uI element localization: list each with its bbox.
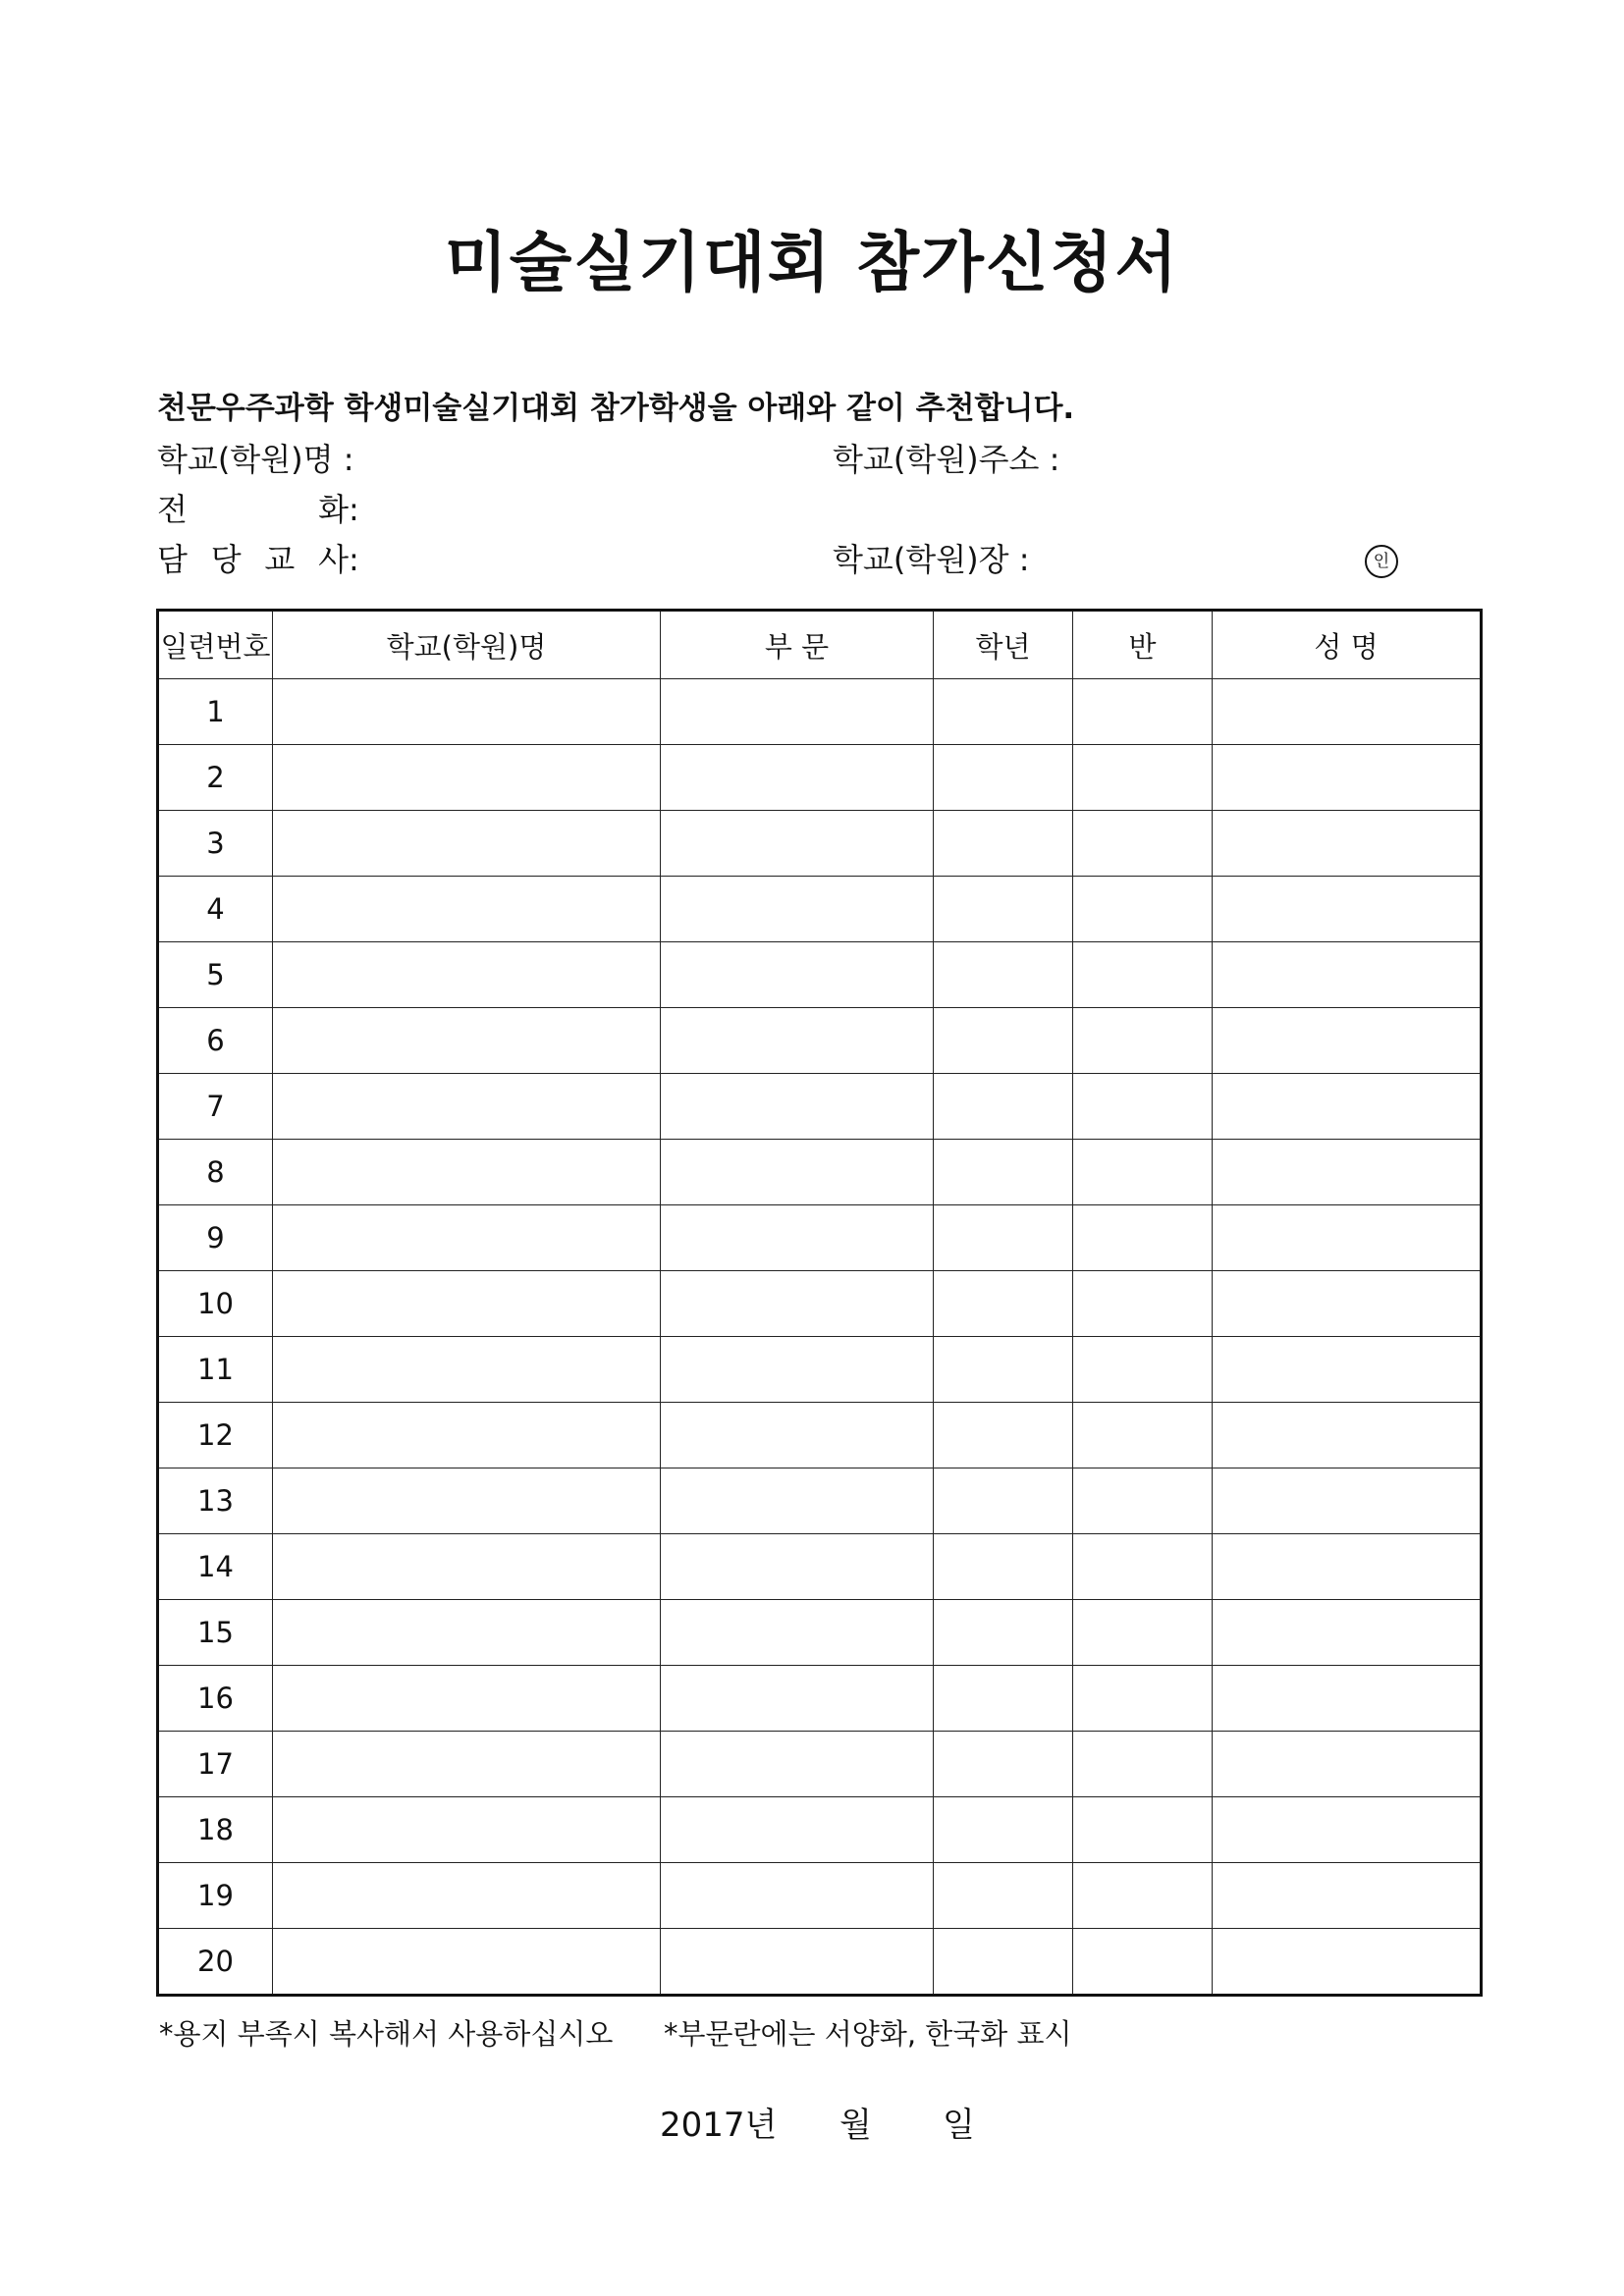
school-cell[interactable] (273, 811, 661, 877)
category-cell[interactable] (661, 679, 934, 745)
school-cell[interactable] (273, 1534, 661, 1600)
serial-cell: 4 (158, 877, 273, 942)
table-row (158, 877, 1482, 942)
category-cell[interactable] (661, 1337, 934, 1403)
school-cell[interactable] (273, 1337, 661, 1403)
school-cell[interactable] (273, 1468, 661, 1534)
category-cell[interactable] (661, 1140, 934, 1205)
school-cell[interactable] (273, 877, 661, 942)
serial-cell: 5 (158, 942, 273, 1008)
category-cell[interactable] (661, 1008, 934, 1074)
name-cell[interactable] (1213, 1534, 1482, 1600)
school-cell[interactable] (273, 1732, 661, 1797)
table-row (158, 1929, 1482, 1996)
school-cell[interactable] (273, 1797, 661, 1863)
table-row (158, 1337, 1482, 1403)
grade-cell[interactable] (934, 1271, 1073, 1337)
class-cell[interactable] (1073, 1008, 1213, 1074)
phone-colon: : (349, 491, 359, 528)
seal-mark: 인 (1365, 545, 1398, 578)
class-cell[interactable] (1073, 1271, 1213, 1337)
date-year: 2017년 (660, 2106, 778, 2145)
serial-cell: 3 (158, 811, 273, 877)
date-day: 일 (943, 2106, 975, 2145)
teacher-row (157, 538, 359, 581)
category-cell[interactable] (661, 1600, 934, 1666)
class-cell[interactable] (1073, 1337, 1213, 1403)
grade-cell[interactable] (934, 1205, 1073, 1271)
category-cell[interactable] (661, 1468, 934, 1534)
grade-cell[interactable] (934, 877, 1073, 942)
category-cell[interactable] (661, 1797, 934, 1863)
school-cell[interactable] (273, 1140, 661, 1205)
category-cell[interactable] (661, 1403, 934, 1468)
serial-cell: 1 (158, 679, 273, 745)
grade-cell[interactable] (934, 1337, 1073, 1403)
table-row (158, 1863, 1482, 1929)
name-cell[interactable] (1213, 1732, 1482, 1797)
category-cell[interactable] (661, 1732, 934, 1797)
grade-cell[interactable] (934, 1534, 1073, 1600)
class-cell[interactable] (1073, 679, 1213, 745)
header-category: 부 문 (661, 611, 934, 679)
name-cell[interactable] (1213, 1929, 1482, 1996)
name-cell[interactable] (1213, 942, 1482, 1008)
category-cell[interactable] (661, 942, 934, 1008)
name-cell[interactable] (1213, 1074, 1482, 1140)
school-cell[interactable] (273, 1205, 661, 1271)
footnote-category: *부문란에는 서양화, 한국화 표시 (664, 2017, 1072, 2051)
school-name-label: 학교(학원)명 : (157, 441, 354, 478)
table-row (158, 1403, 1482, 1468)
serial-cell: 13 (158, 1468, 273, 1534)
name-cell[interactable] (1213, 745, 1482, 811)
table-row (158, 1468, 1482, 1534)
name-cell[interactable] (1213, 1205, 1482, 1271)
table-row (158, 811, 1482, 877)
category-cell[interactable] (661, 1534, 934, 1600)
table-row (158, 1732, 1482, 1797)
grade-cell[interactable] (934, 1008, 1073, 1074)
teacher-colon: : (349, 541, 359, 578)
name-cell[interactable] (1213, 1271, 1482, 1337)
table-row (158, 1140, 1482, 1205)
grade-cell[interactable] (934, 1929, 1073, 1996)
school-address-label: 학교(학원)주소 : (833, 441, 1060, 478)
date-month: 월 (839, 2106, 872, 2145)
name-cell[interactable] (1213, 1008, 1482, 1074)
grade-cell[interactable] (934, 811, 1073, 877)
class-cell[interactable] (1073, 1666, 1213, 1732)
category-cell[interactable] (661, 1271, 934, 1337)
class-cell[interactable] (1073, 1797, 1213, 1863)
header-class: 반 (1073, 611, 1213, 679)
table-row (158, 745, 1482, 811)
table-body (158, 679, 1482, 1996)
class-cell[interactable] (1073, 942, 1213, 1008)
class-cell[interactable] (1073, 877, 1213, 942)
category-cell[interactable] (661, 1666, 934, 1732)
table-row (158, 679, 1482, 745)
grade-cell[interactable] (934, 1074, 1073, 1140)
class-cell[interactable] (1073, 1600, 1213, 1666)
table-header-row (158, 611, 1482, 679)
school-cell[interactable] (273, 1600, 661, 1666)
category-cell[interactable] (661, 877, 934, 942)
participant-table (156, 609, 1483, 1997)
phone-label: 전 화 (157, 491, 349, 528)
name-cell[interactable] (1213, 1666, 1482, 1732)
grade-cell[interactable] (934, 745, 1073, 811)
school-cell[interactable] (273, 679, 661, 745)
serial-cell: 10 (158, 1271, 273, 1337)
serial-cell: 6 (158, 1008, 273, 1074)
page-title: 미술실기대회 참가신청서 (444, 225, 1180, 300)
table-row (158, 1534, 1482, 1600)
class-cell[interactable] (1073, 1403, 1213, 1468)
name-cell[interactable] (1213, 679, 1482, 745)
serial-cell: 17 (158, 1732, 273, 1797)
category-cell[interactable] (661, 1929, 934, 1996)
name-cell[interactable] (1213, 1403, 1482, 1468)
name-cell[interactable] (1213, 1797, 1482, 1863)
grade-cell[interactable] (934, 942, 1073, 1008)
school-cell[interactable] (273, 1074, 661, 1140)
grade-cell[interactable] (934, 1797, 1073, 1863)
serial-cell: 12 (158, 1403, 273, 1468)
principal-label: 학교(학원)장 : (833, 541, 1030, 578)
school-cell[interactable] (273, 1008, 661, 1074)
serial-cell: 16 (158, 1666, 273, 1732)
table-row (158, 1271, 1482, 1337)
class-cell[interactable] (1073, 811, 1213, 877)
header-serial: 일련번호 (158, 611, 273, 679)
school-cell[interactable] (273, 1929, 661, 1996)
class-cell[interactable] (1073, 1205, 1213, 1271)
school-cell[interactable] (273, 1403, 661, 1468)
intro-text: 천문우주과학 학생미술실기대회 참가학생을 아래와 같이 추천합니다. (157, 391, 1075, 426)
name-cell[interactable] (1213, 1600, 1482, 1666)
class-cell[interactable] (1073, 1140, 1213, 1205)
name-cell[interactable] (1213, 1140, 1482, 1205)
class-cell[interactable] (1073, 1534, 1213, 1600)
serial-cell: 19 (158, 1863, 273, 1929)
grade-cell[interactable] (934, 1600, 1073, 1666)
class-cell[interactable] (1073, 745, 1213, 811)
teacher-label: 담 당 교 사 (157, 541, 349, 578)
serial-cell: 15 (158, 1600, 273, 1666)
table-row (158, 1797, 1482, 1863)
school-cell[interactable] (273, 1666, 661, 1732)
header-name: 성 명 (1213, 611, 1482, 679)
school-cell[interactable] (273, 942, 661, 1008)
class-cell[interactable] (1073, 1929, 1213, 1996)
name-cell[interactable] (1213, 1468, 1482, 1534)
grade-cell[interactable] (934, 679, 1073, 745)
table-row (158, 942, 1482, 1008)
grade-cell[interactable] (934, 1732, 1073, 1797)
phone-row (157, 488, 359, 531)
table-row (158, 1008, 1482, 1074)
category-cell[interactable] (661, 811, 934, 877)
header-school: 학교(학원)명 (273, 611, 661, 679)
class-cell[interactable] (1073, 1863, 1213, 1929)
school-cell[interactable] (273, 1271, 661, 1337)
serial-cell: 7 (158, 1074, 273, 1140)
category-cell[interactable] (661, 1863, 934, 1929)
grade-cell[interactable] (934, 1403, 1073, 1468)
grade-cell[interactable] (934, 1863, 1073, 1929)
class-cell[interactable] (1073, 1732, 1213, 1797)
category-cell[interactable] (661, 745, 934, 811)
name-cell[interactable] (1213, 811, 1482, 877)
class-cell[interactable] (1073, 1468, 1213, 1534)
category-cell[interactable] (661, 1074, 934, 1140)
name-cell[interactable] (1213, 1337, 1482, 1403)
class-cell[interactable] (1073, 1074, 1213, 1140)
serial-cell: 11 (158, 1337, 273, 1403)
table-row (158, 1074, 1482, 1140)
school-cell[interactable] (273, 745, 661, 811)
serial-cell: 18 (158, 1797, 273, 1863)
serial-cell: 9 (158, 1205, 273, 1271)
header-grade: 학년 (934, 611, 1073, 679)
table-row (158, 1205, 1482, 1271)
name-cell[interactable] (1213, 877, 1482, 942)
serial-cell: 8 (158, 1140, 273, 1205)
serial-cell: 20 (158, 1929, 273, 1996)
serial-cell: 2 (158, 745, 273, 811)
table-row (158, 1600, 1482, 1666)
footnote-copy: *용지 부족시 복사해서 사용하십시오 (159, 2017, 614, 2051)
serial-cell: 14 (158, 1534, 273, 1600)
name-cell[interactable] (1213, 1863, 1482, 1929)
table-row (158, 1666, 1482, 1732)
category-cell[interactable] (661, 1205, 934, 1271)
school-cell[interactable] (273, 1863, 661, 1929)
grade-cell[interactable] (934, 1140, 1073, 1205)
grade-cell[interactable] (934, 1468, 1073, 1534)
grade-cell[interactable] (934, 1666, 1073, 1732)
